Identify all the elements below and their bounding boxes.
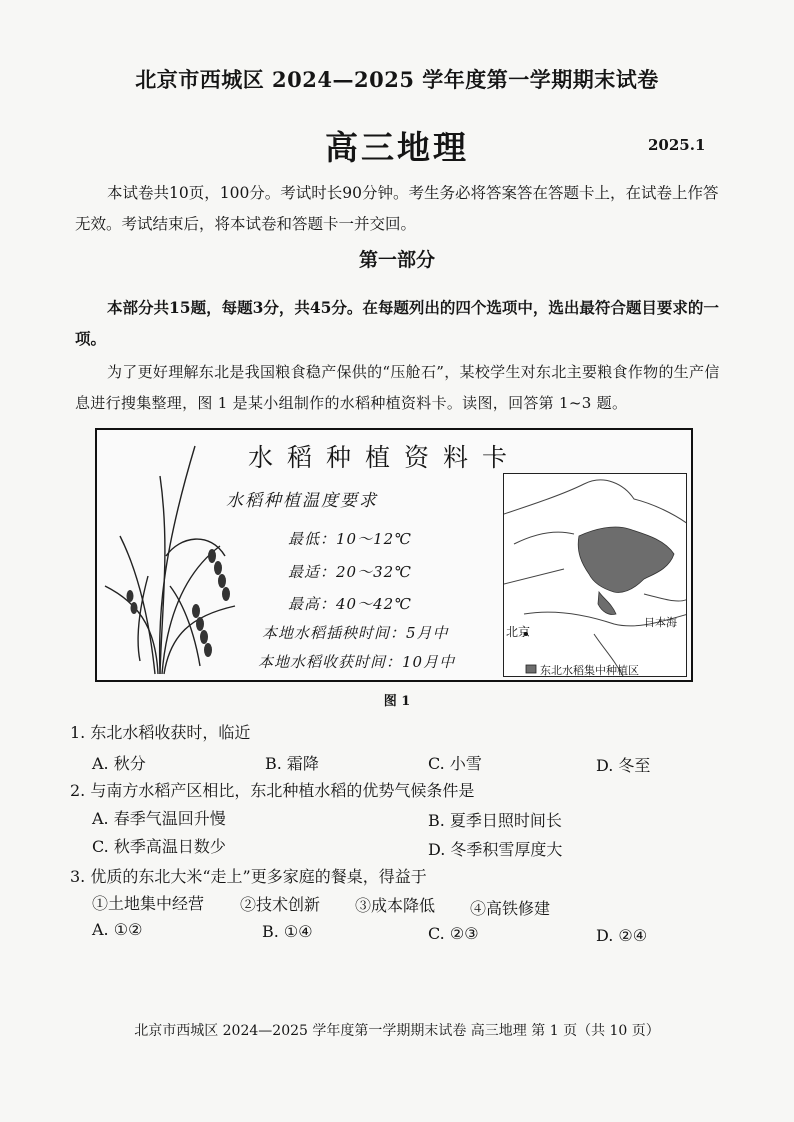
northeast-map [503, 473, 687, 677]
exam-title: 北京市西城区 2024—2025 学年度第一学期期末试卷 [135, 67, 659, 92]
intro-paragraph: 本试卷共10页，100分。考试时长90分钟。考生务必将答案答在答题卡上，在试卷上作答无效。考试结束后，将本试卷和答题卡一并交回。 [75, 184, 719, 233]
q2-option-a: A. 春季气温回升慢 [92, 809, 226, 828]
instructions-paragraph: 本部分共15题，每题3分，共45分。在每题列出的四个选项中，选出最符合题目要求的一项。 [75, 298, 719, 348]
map-label-sea: 日本海 [644, 616, 677, 629]
q3-item-4: ④高铁修建 [470, 899, 551, 918]
subject-title: 高三地理 [325, 128, 469, 167]
transplant-time: 本地水稻插秧时间：5月中 [262, 624, 449, 642]
q3-option-c: C. ②③ [428, 924, 479, 943]
rice-plant-illustration [100, 436, 240, 676]
q3-option-b: B. ①④ [262, 922, 313, 941]
q2-option-c: C. 秋季高温日数少 [92, 837, 226, 856]
q3-item-3: ③成本降低 [355, 896, 436, 915]
q1-option-b: B. 霜降 [265, 754, 319, 773]
q3-option-a: A. ①② [92, 920, 143, 939]
temp-low: 最低：10～12℃ [288, 530, 412, 548]
exam-date: 2025.1 [648, 136, 706, 154]
question-1-stem: 1. 东北水稻收获时，临近 [70, 723, 251, 742]
temp-high: 最高：40～42℃ [288, 595, 412, 613]
temp-optimal: 最适：20～32℃ [288, 563, 412, 581]
q1-option-d: D. 冬至 [596, 756, 651, 775]
q3-item-2: ②技术创新 [240, 895, 321, 914]
q1-option-c: C. 小雪 [428, 754, 482, 773]
map-legend: 东北水稻集中种植区 [540, 664, 639, 677]
figure-caption: 图 1 [383, 694, 411, 709]
q2-option-d: D. 冬季积雪厚度大 [428, 840, 563, 859]
context-paragraph: 为了更好理解东北是我国粮食稳产保供的“压舱石”，某校学生对东北主要粮食作物的生产信息进行搜集整理，图 1 是某小组制作的水稻种植资料卡。读图，回答第 1~3 题。 [75, 363, 720, 412]
q1-option-a: A. 秋分 [92, 754, 146, 773]
harvest-time: 本地水稻收获时间：10月中 [258, 653, 456, 671]
card-subtitle: 水稻种植温度要求 [226, 491, 378, 511]
q2-option-b: B. 夏季日照时间长 [428, 811, 562, 830]
q3-item-1: ①土地集中经营 [92, 894, 205, 913]
card-title: 水稻种植资料卡 [248, 443, 522, 472]
question-3-stem: 3. 优质的东北大米“走上”更多家庭的餐桌，得益于 [70, 867, 427, 886]
page-footer: 北京市西城区 2024—2025 学年度第一学期期末试卷 高三地理 第 1 页（共 10 页） [134, 1023, 660, 1039]
question-2-stem: 2. 与南方水稻产区相比，东北种植水稻的优势气候条件是 [70, 781, 475, 800]
part-title: 第一部分 [358, 249, 435, 271]
q3-option-d: D. ②④ [596, 926, 648, 945]
map-label-beijing: 北京 [506, 625, 531, 639]
map-graphic [504, 474, 687, 677]
